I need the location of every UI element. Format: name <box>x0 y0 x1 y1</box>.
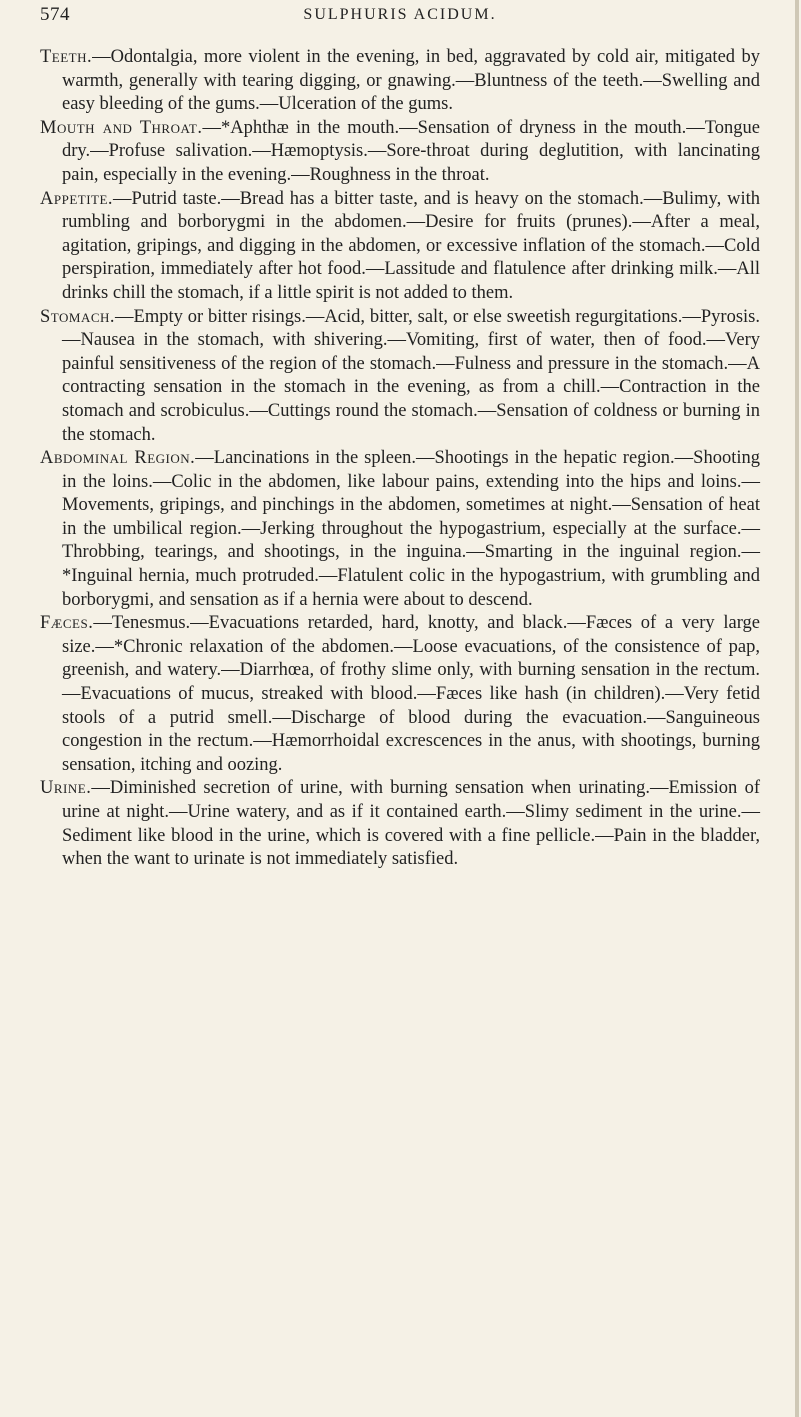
entry-abdominal-region <box>40 447 760 612</box>
section-heading: Stomach. <box>40 306 116 327</box>
entry-faeces <box>40 612 760 777</box>
entry-appetite <box>40 188 760 306</box>
page-number: 574 <box>40 4 70 25</box>
body-text <box>40 46 760 872</box>
entry-urine <box>40 777 760 871</box>
section-text: —Odontalgia, more violent in the evening, in bed, aggravated by cold air, mitigated by warmth, generally with tearing digging, or gnawing.—Bluntness of the teeth.—Swelling and easy bleeding of the gums.—Ulceration of the gums. <box>62 47 760 115</box>
section-heading: Urine. <box>40 778 92 799</box>
running-head <box>40 4 760 30</box>
section-text: —Lancinations in the spleen.—Shootings in the hepatic region.—Shooting in the loins.—Colic in the abdomen, like labour pains, extending into the hips and loins.—Movements, gripings, and pinchings in the abdomen, sometimes at night.—Sensation of heat in the umbilical region.—Jerking throughout the hypogastrium, especially at the surface.—Throbbing, tearings, and shootings, in the inguina.—Smarting in the inguinal region.—*Inguinal hernia, much protruded.—Flatulent colic in the hypogastrium, with grumbling and borborygmi, and sensation as if a hernia were about to descend. <box>62 448 760 610</box>
entry-teeth <box>40 46 760 117</box>
section-heading: Teeth. <box>40 47 93 67</box>
entry-stomach <box>40 306 760 448</box>
section-text: —Diminished secretion of urine, with burning sensation when urinating.—Emission of urine at night.—Urine watery, and as if it contained earth.—Slimy sediment in the urine.—Sediment like blood in the urine, which is covered with a fine pellicle.—Pain in the bladder, when the want to urinate is not immediately satisfied. <box>62 778 760 870</box>
section-text: —Putrid taste.—Bread has a bitter taste, and is heavy on the stomach.—Bulimy, with rumbling and borborygmi in the abdomen.—Desire for fruits (prunes).—After a meal, agitation, gripings, and digging in the abdomen, or excessive inflation of the stomach.—Cold perspiration, immediately after hot food.—Lassitude and flatulence after drinking milk.—All drinks chill the stomach, if a little spirit is not added to them. <box>62 188 760 303</box>
entry-mouth-and-throat <box>40 117 760 188</box>
section-heading: Mouth and Throat. <box>40 117 203 138</box>
section-text: —Tenesmus.—Evacuations retarded, hard, knotty, and black.—Fæces of a very large size.—*Chronic relaxation of the abdomen.—Loose evacuations, of the consistence of pap, greenish, and watery.—Diarrhœa, of frothy slime only, with burning sensation in the rectum.—Evacuations of mucus, streaked with blood.—Fæces like hash (in children).—Very fetid stools of a putrid smell.—Discharge of blood during the evacuation.—Sanguineous congestion in the rectum.—Hæmorrhoidal excrescences in the anus, with shootings, burning sensation, itching and oozing. <box>62 613 760 775</box>
section-text: —Empty or bitter risings.—Acid, bitter, salt, or else sweetish regurgitations.—Pyrosis.—Nausea in the stomach, with shivering.—Vomiting, first of water, then of food.—Very painful sensitiveness of the region of the stomach.—Fulness and pressure in the stomach.—A contracting sensation in the stomach in the evening, as from a chill.—Contraction in the stomach and scrobiculus.—Cuttings round the stomach.—Sensation of coldness or burning in the stomach. <box>62 306 760 445</box>
section-heading: Appetite. <box>40 188 114 209</box>
section-heading: Fæces. <box>40 613 94 634</box>
section-text: —*Aphthæ in the mouth.—Sensation of dryness in the mouth.—Tongue dry.—Profuse salivation.—Hæmoptysis.—Sore-throat during deglutition, with lancinating pain, especially in the evening.—Roughness in the throat. <box>62 117 760 185</box>
running-title: SULPHURIS ACIDUM. <box>303 6 497 23</box>
page-edge-shadow <box>795 0 799 1417</box>
section-heading: Abdominal Region. <box>40 448 196 469</box>
